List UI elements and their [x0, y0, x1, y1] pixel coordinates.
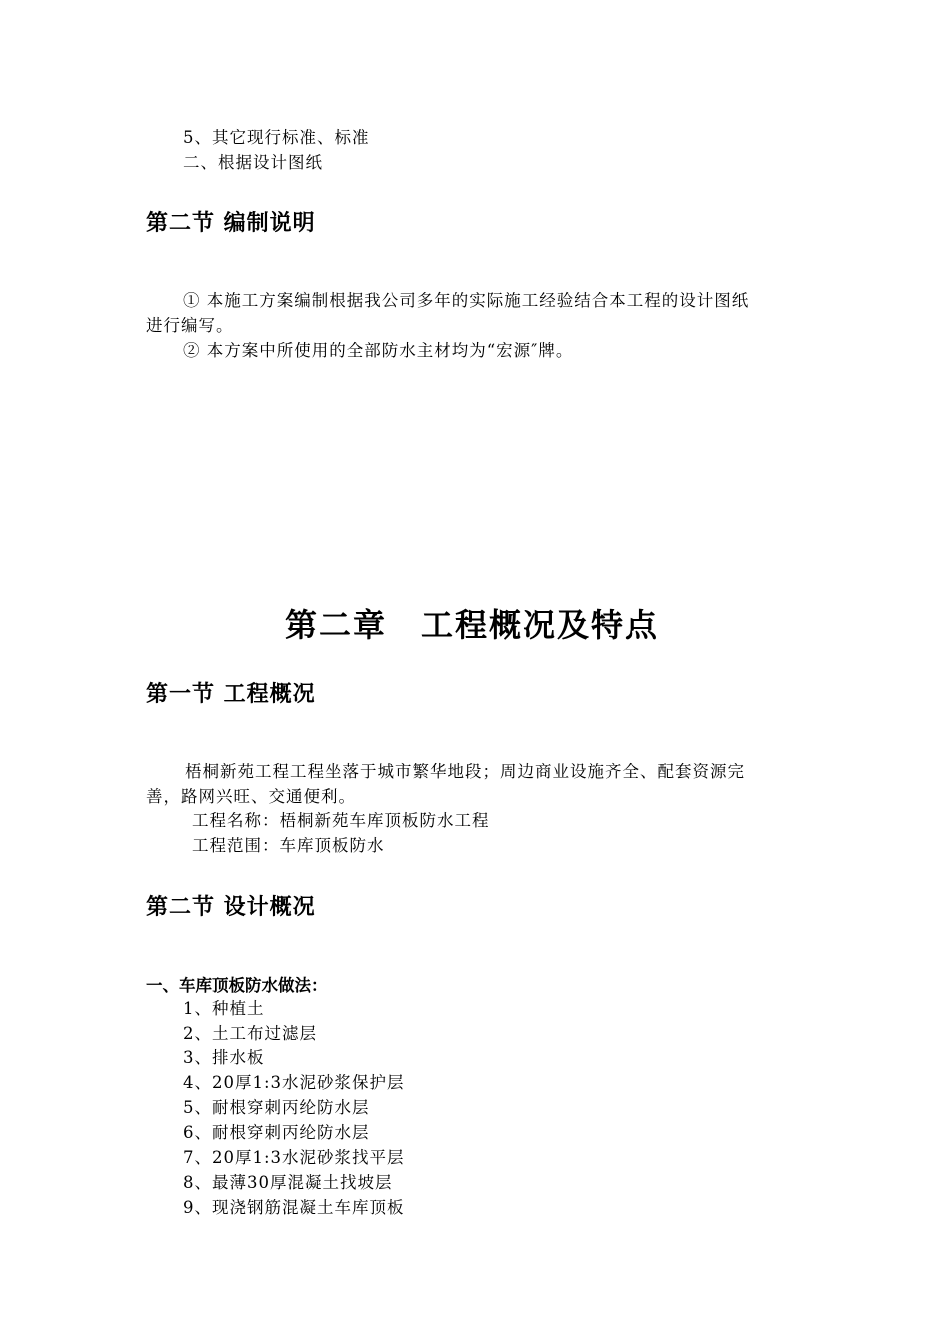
list-item: 3、排水板: [183, 1048, 265, 1067]
design-subheading: 一、车库顶板防水做法：: [146, 976, 328, 995]
list-item: 4、20厚1:3水泥砂浆保护层: [183, 1073, 405, 1092]
list-item: 2、土工布过滤层: [183, 1024, 317, 1043]
list-item: 9、现浇钢筋混凝土车库顶板: [183, 1198, 405, 1217]
section-heading-overview: 第一节 工程概况: [146, 682, 316, 707]
overview-paragraph-line-1: 梧桐新苑工程工程坐落于城市繁华地段；周边商业设施齐全、配套资源完: [185, 762, 745, 781]
list-item: 5、耐根穿刺丙纶防水层: [183, 1098, 370, 1117]
project-name: 工程名称：梧桐新苑车库顶板防水工程: [192, 811, 490, 830]
section-heading-compile: 第二节 编制说明: [146, 211, 316, 236]
compile-paragraph-2: ② 本方案中所使用的全部防水主材均为“宏源″牌。: [183, 341, 574, 360]
intro-line-1: 5、其它现行标准、标准: [183, 128, 370, 147]
compile-paragraph-1-line-2: 进行编写。: [146, 316, 234, 335]
list-item: 8、最薄30厚混凝土找坡层: [183, 1173, 393, 1192]
list-item: 6、耐根穿刺丙纶防水层: [183, 1123, 370, 1142]
overview-paragraph-line-2: 善，路网兴旺、交通便利。: [146, 787, 356, 806]
list-item: 7、20厚1:3水泥砂浆找平层: [183, 1148, 405, 1167]
compile-paragraph-1-line-1: ① 本施工方案编制根据我公司多年的实际施工经验结合本工程的设计图纸: [183, 291, 750, 310]
chapter-title: 第二章 工程概况及特点: [285, 606, 660, 644]
project-scope: 工程范围：车库顶板防水: [192, 836, 385, 855]
section-heading-design: 第二节 设计概况: [146, 895, 316, 920]
list-item: 1、种植土: [183, 999, 265, 1018]
intro-line-2: 二、根据设计图纸: [183, 153, 323, 172]
